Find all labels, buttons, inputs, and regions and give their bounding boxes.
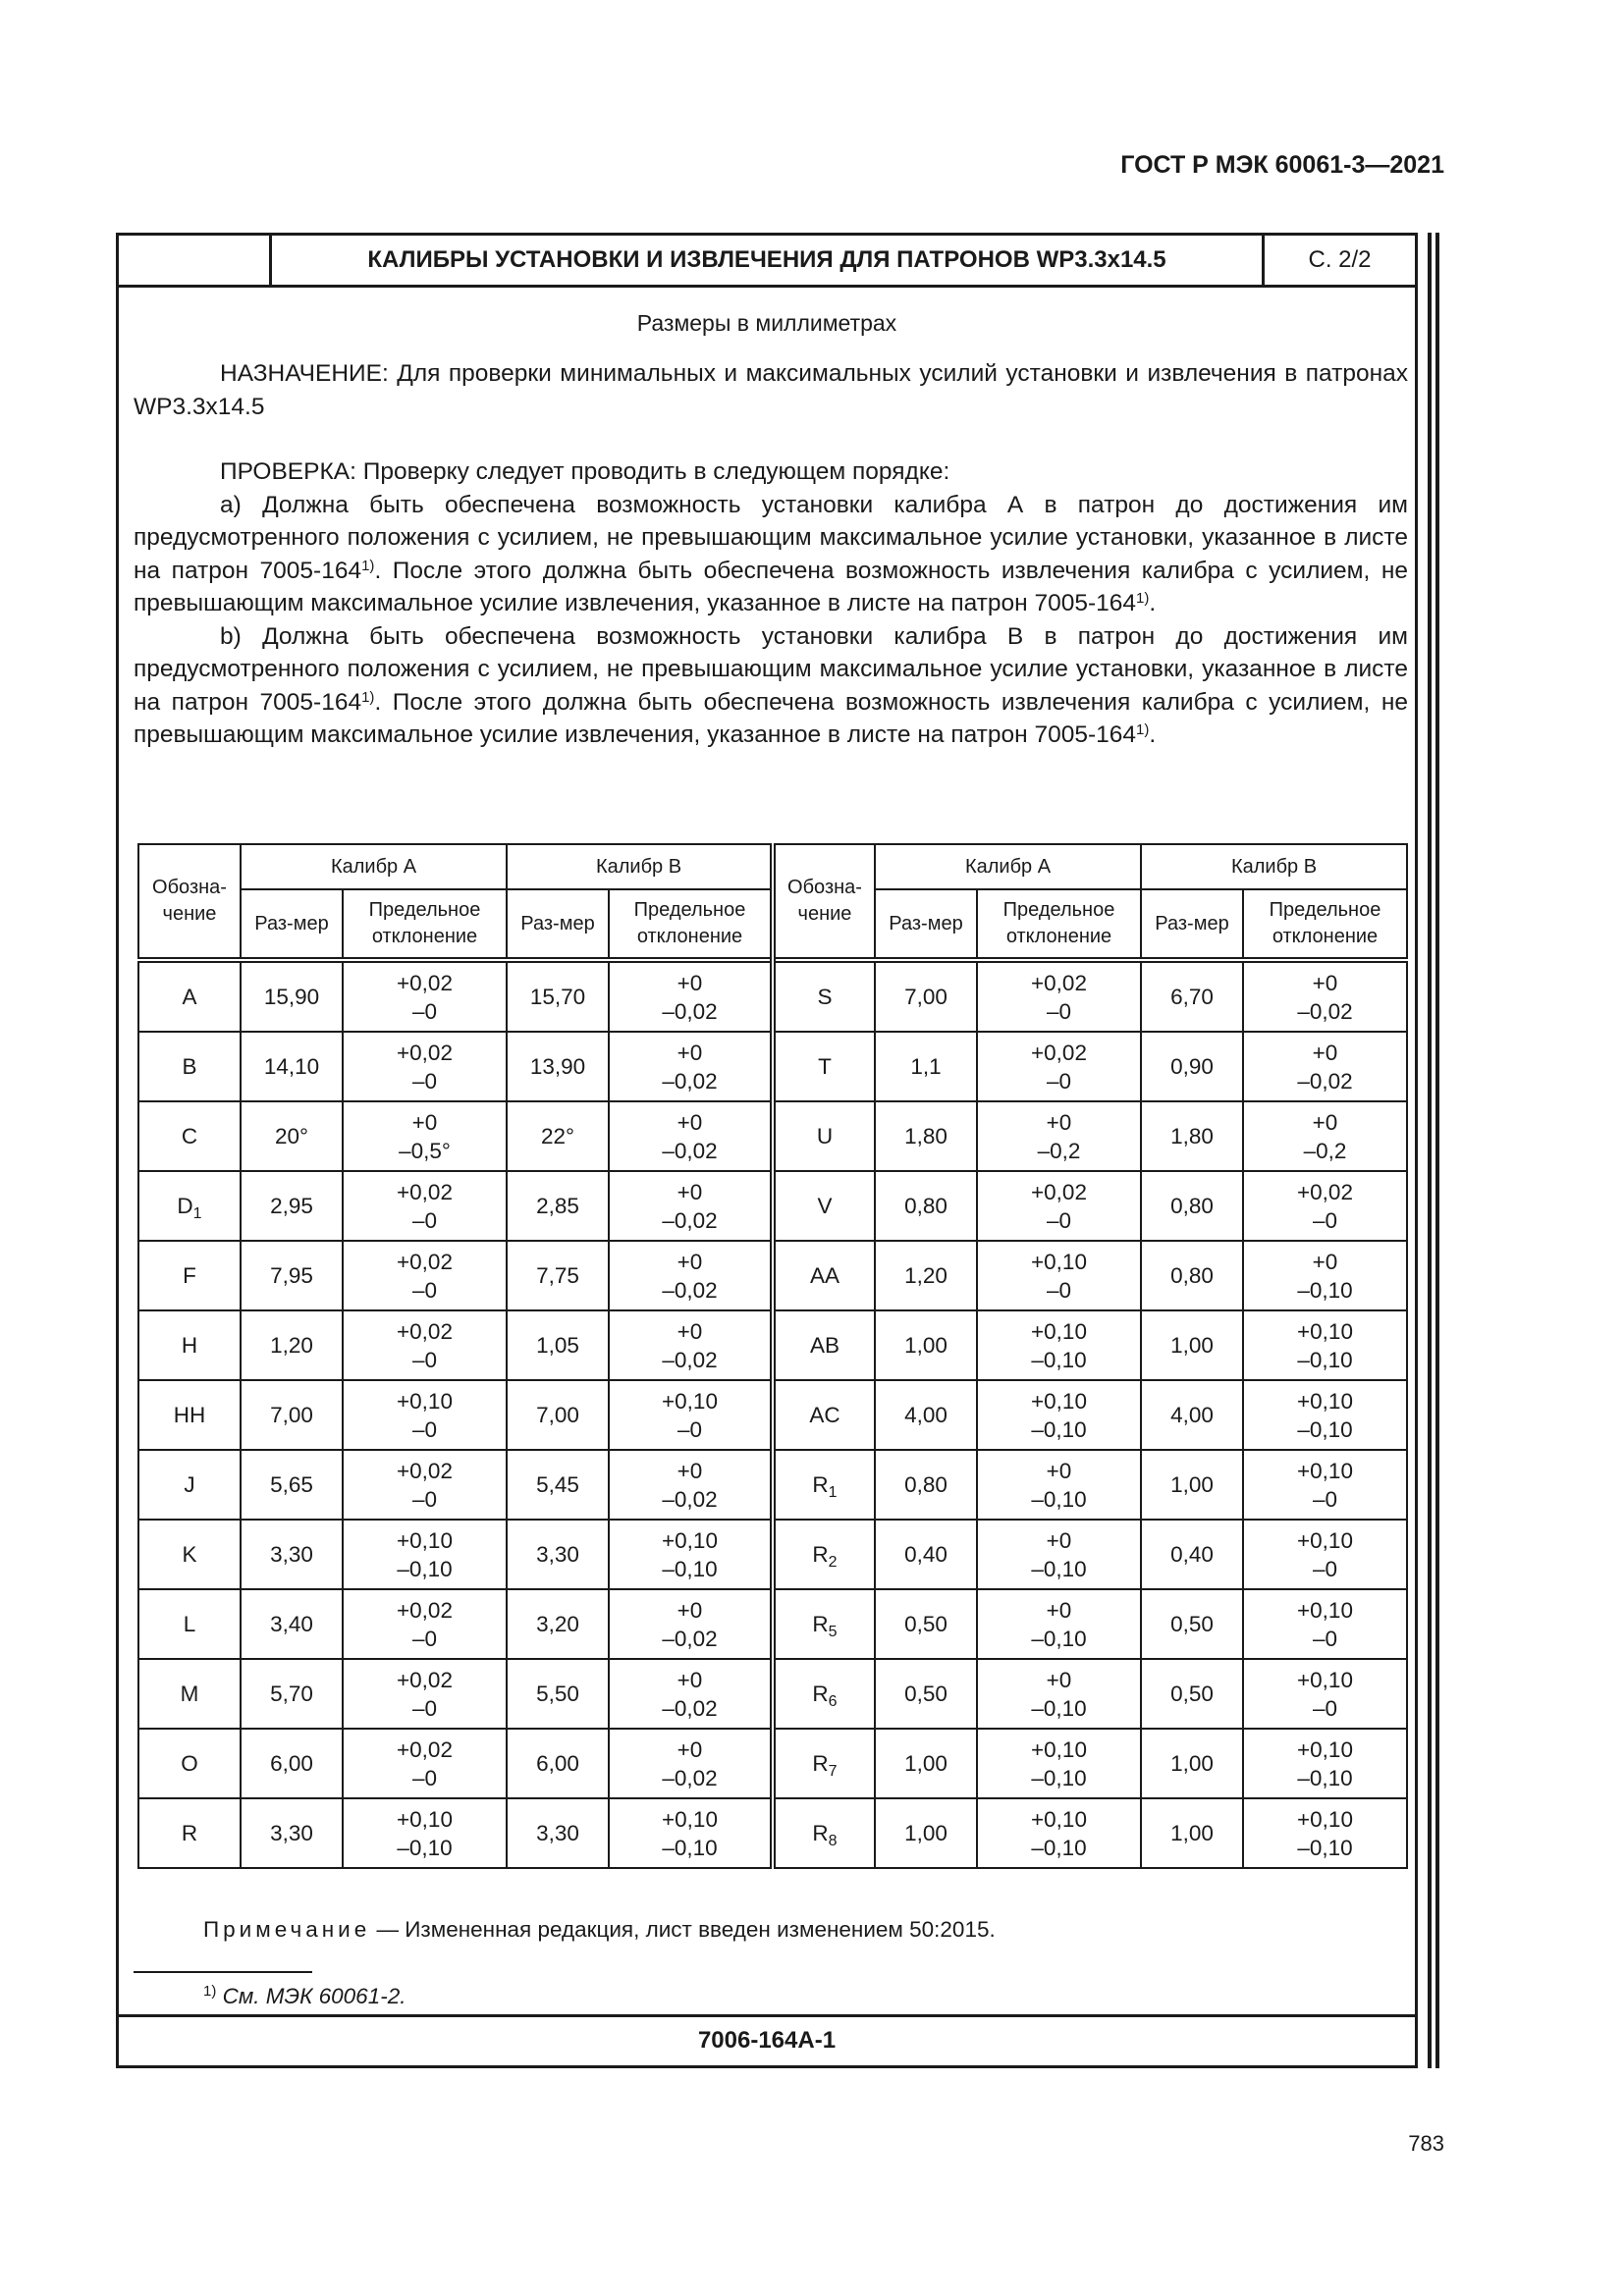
deviation-cell: +0 –0,02 xyxy=(1243,1032,1407,1101)
check-item-b: b) Должна быть обеспечена возможность установки калибра В в патрон до достижения им предусмотренного положения с усилием, не превышающим максимальное усилие установки, указанное в листе на патрон 7005-164$^{1)}$. После этого должна быть обеспечена возможность извлечения калибра с усилием, не превышающим максимальное усилие извлечения, указанное в листе на патрон 7005-164$^{1)}$. xyxy=(134,622,1408,748)
size-cell: 22° xyxy=(507,1101,609,1171)
size-cell: 6,00 xyxy=(507,1729,609,1798)
deviation-cell: +0 –0,02 xyxy=(609,1171,773,1241)
size-cell: 3,30 xyxy=(507,1520,609,1589)
deviation-cell: +0 –0,10 xyxy=(977,1450,1141,1520)
header-deviation: Предельное отклонение xyxy=(977,889,1141,960)
size-cell: 5,70 xyxy=(241,1659,343,1729)
header-size: Раз-мер xyxy=(1141,889,1243,960)
size-cell: 1,00 xyxy=(1141,1450,1243,1520)
deviation-cell: +0,10 –0,10 xyxy=(1243,1798,1407,1868)
table-row xyxy=(138,1659,1407,1729)
designation-cell: K xyxy=(138,1520,241,1589)
designation-cell: O xyxy=(138,1729,241,1798)
size-cell: 1,00 xyxy=(1141,1310,1243,1380)
size-cell: 0,90 xyxy=(1141,1032,1243,1101)
deviation-cell: +0 –0,02 xyxy=(609,1659,773,1729)
header-designation: Обозна-чение xyxy=(773,844,875,960)
deviation-cell: +0,02 –0 xyxy=(343,1659,507,1729)
deviation-cell: +0,10 –0,10 xyxy=(977,1310,1141,1380)
deviation-cell: +0,02 –0 xyxy=(977,1171,1141,1241)
deviation-cell: +0 –0,02 xyxy=(609,1729,773,1798)
designation-cell: AB xyxy=(773,1310,875,1380)
designation-cell: F xyxy=(138,1241,241,1310)
size-cell: 0,80 xyxy=(1141,1171,1243,1241)
deviation-cell: +0,10 –0 xyxy=(1243,1520,1407,1589)
size-cell: 4,00 xyxy=(1141,1380,1243,1450)
designation-cell: M xyxy=(138,1659,241,1729)
designation-cell: L xyxy=(138,1589,241,1659)
deviation-cell: +0,10 –0 xyxy=(1243,1659,1407,1729)
size-cell: 6,00 xyxy=(241,1729,343,1798)
size-cell: 0,50 xyxy=(875,1659,977,1729)
size-cell: 7,75 xyxy=(507,1241,609,1310)
deviation-cell: +0,10 –0,10 xyxy=(1243,1380,1407,1450)
purpose-paragraph: НАЗНАЧЕНИЕ: Для проверки минимальных и максимальных усилий установки и извлечения в патронах WP3.3x14.5 xyxy=(134,360,1408,420)
size-cell: 1,00 xyxy=(875,1310,977,1380)
size-cell: 1,00 xyxy=(875,1798,977,1868)
deviation-cell: +0,10 –0,10 xyxy=(1243,1729,1407,1798)
designation-cell: $R_8$ xyxy=(773,1798,875,1868)
designation-cell: $R_7$ xyxy=(773,1729,875,1798)
deviation-cell: +0,10 –0,10 xyxy=(343,1520,507,1589)
designation-cell: V xyxy=(773,1171,875,1241)
size-cell: 3,30 xyxy=(241,1798,343,1868)
header-gauge-b: Калибр В xyxy=(1141,844,1407,889)
table-row xyxy=(138,1589,1407,1659)
deviation-cell: +0,10 –0,10 xyxy=(609,1798,773,1868)
table-row xyxy=(138,1729,1407,1798)
size-cell: 14,10 xyxy=(241,1032,343,1101)
size-cell: 20° xyxy=(241,1101,343,1171)
deviation-cell: +0,10 –0 xyxy=(977,1241,1141,1310)
frame-side-bar xyxy=(1428,233,1432,2068)
deviation-cell: +0 –0,02 xyxy=(1243,960,1407,1032)
deviation-cell: +0 –0,02 xyxy=(609,960,773,1032)
deviation-cell: +0 –0,10 xyxy=(977,1589,1141,1659)
table-row xyxy=(138,1310,1407,1380)
deviation-cell: +0,10 –0,10 xyxy=(977,1798,1141,1868)
size-cell: 3,30 xyxy=(241,1520,343,1589)
header-gauge-b: Калибр В xyxy=(507,844,773,889)
size-cell: 2,85 xyxy=(507,1171,609,1241)
size-cell: 1,1 xyxy=(875,1032,977,1101)
size-cell: 0,40 xyxy=(1141,1520,1243,1589)
size-cell: 1,80 xyxy=(875,1101,977,1171)
designation-cell: AA xyxy=(773,1241,875,1310)
table-row xyxy=(138,1798,1407,1868)
deviation-cell: +0 –0,02 xyxy=(609,1101,773,1171)
table-row xyxy=(138,1450,1407,1520)
designation-cell: $R_2$ xyxy=(773,1520,875,1589)
table-row xyxy=(138,1032,1407,1101)
size-cell: 1,00 xyxy=(875,1729,977,1798)
deviation-cell: +0,10 –0 xyxy=(1243,1450,1407,1520)
check-item-a: а) Должна быть обеспечена возможность установки калибра А в патрон до достижения им предусмотренного положения с усилием, не превышающим максимальное усилие установки, указанное в листе на патрон 7005-164$^{1)}$. После этого должна быть обеспечена возможность извлечения калибра с усилием, не превышающим максимальное усилие извлечения, указанное в листе на патрон 7005-164$^{1)}$. xyxy=(134,491,1408,616)
deviation-cell: +0,10 –0 xyxy=(343,1380,507,1450)
designation-cell: HH xyxy=(138,1380,241,1450)
header-deviation: Предельное отклонение xyxy=(1243,889,1407,960)
header-deviation: Предельное отклонение xyxy=(343,889,507,960)
designation-cell: $R_6$ xyxy=(773,1659,875,1729)
table-row xyxy=(138,1241,1407,1310)
table-row xyxy=(138,1520,1407,1589)
sheet-title: КАЛИБРЫ УСТАНОВКИ И ИЗВЛЕЧЕНИЯ ДЛЯ ПАТРОНОВ WP3.3x14.5 xyxy=(272,236,1265,285)
designation-cell: $D_1$ xyxy=(138,1171,241,1241)
deviation-cell: +0,02 –0 xyxy=(343,1589,507,1659)
deviation-cell: +0,10 –0,10 xyxy=(343,1798,507,1868)
deviation-cell: +0,02 –0 xyxy=(977,1032,1141,1101)
size-cell: 0,50 xyxy=(1141,1589,1243,1659)
size-cell: 3,40 xyxy=(241,1589,343,1659)
deviation-cell: +0,02 –0 xyxy=(343,960,507,1032)
size-cell: 15,90 xyxy=(241,960,343,1032)
designation-cell: U xyxy=(773,1101,875,1171)
size-cell: 7,00 xyxy=(875,960,977,1032)
deviation-cell: +0 –0,02 xyxy=(609,1241,773,1310)
size-cell: 0,80 xyxy=(875,1450,977,1520)
size-cell: 1,00 xyxy=(1141,1729,1243,1798)
header-gauge-a: Калибр А xyxy=(241,844,507,889)
footnote-rule xyxy=(134,1971,312,1973)
header-size: Раз-мер xyxy=(507,889,609,960)
deviation-cell: +0 –0,02 xyxy=(609,1032,773,1101)
designation-cell: $R_5$ xyxy=(773,1589,875,1659)
size-cell: 5,50 xyxy=(507,1659,609,1729)
deviation-cell: +0 –0,02 xyxy=(609,1310,773,1380)
size-cell: 0,80 xyxy=(1141,1241,1243,1310)
standard-code: ГОСТ Р МЭК 60061-3—2021 xyxy=(1120,151,1444,179)
deviation-cell: +0 –0,10 xyxy=(977,1659,1141,1729)
deviation-cell: +0 –0,02 xyxy=(609,1450,773,1520)
header-empty-cell xyxy=(119,236,272,285)
size-cell: 7,95 xyxy=(241,1241,343,1310)
size-cell: 0,50 xyxy=(1141,1659,1243,1729)
designation-cell: $R_1$ xyxy=(773,1450,875,1520)
size-cell: 0,80 xyxy=(875,1171,977,1241)
footnote: $^{1)}$ См. МЭК 60061-2. xyxy=(203,1983,406,2008)
header-size: Раз-мер xyxy=(241,889,343,960)
table-row xyxy=(138,1380,1407,1450)
deviation-cell: +0,02 –0 xyxy=(343,1032,507,1101)
size-cell: 1,20 xyxy=(875,1241,977,1310)
size-cell: 5,65 xyxy=(241,1450,343,1520)
gauge-dimensions-table xyxy=(137,843,1408,1869)
sheet-header xyxy=(119,236,1415,288)
size-cell: 15,70 xyxy=(507,960,609,1032)
header-size: Раз-мер xyxy=(875,889,977,960)
deviation-cell: +0 –0,10 xyxy=(1243,1241,1407,1310)
note-text: — Измененная редакция, лист введен изменением 50:2015. xyxy=(370,1917,996,1942)
header-gauge-a: Калибр А xyxy=(875,844,1141,889)
deviation-cell: +0,02 –0 xyxy=(343,1729,507,1798)
table-row xyxy=(138,1171,1407,1241)
size-cell: 1,20 xyxy=(241,1310,343,1380)
deviation-cell: +0,02 –0 xyxy=(977,960,1141,1032)
designation-cell: C xyxy=(138,1101,241,1171)
table-row xyxy=(138,1101,1407,1171)
designation-cell: AC xyxy=(773,1380,875,1450)
size-cell: 7,00 xyxy=(241,1380,343,1450)
size-cell: 5,45 xyxy=(507,1450,609,1520)
check-intro: ПРОВЕРКА: Проверку следует проводить в следующем порядке: xyxy=(220,458,950,485)
size-cell: 13,90 xyxy=(507,1032,609,1101)
deviation-cell: +0 –0,5° xyxy=(343,1101,507,1171)
designation-cell: J xyxy=(138,1450,241,1520)
deviation-cell: +0,10 –0 xyxy=(1243,1589,1407,1659)
designation-cell: B xyxy=(138,1032,241,1101)
deviation-cell: +0,10 –0,10 xyxy=(609,1520,773,1589)
table-body xyxy=(138,960,1407,1868)
sheet-page-indicator: С. 2/2 xyxy=(1308,246,1372,273)
size-cell: 3,20 xyxy=(507,1589,609,1659)
deviation-cell: +0,02 –0 xyxy=(343,1241,507,1310)
size-cell: 1,00 xyxy=(1141,1798,1243,1868)
deviation-cell: +0 –0,2 xyxy=(977,1101,1141,1171)
deviation-cell: +0,02 –0 xyxy=(1243,1171,1407,1241)
deviation-cell: +0 –0,10 xyxy=(977,1520,1141,1589)
designation-cell: T xyxy=(773,1032,875,1101)
size-cell: 1,80 xyxy=(1141,1101,1243,1171)
page-number: 783 xyxy=(1408,2131,1444,2156)
deviation-cell: +0 –0,2 xyxy=(1243,1101,1407,1171)
designation-cell: R xyxy=(138,1798,241,1868)
size-cell: 0,40 xyxy=(875,1520,977,1589)
size-cell: 3,30 xyxy=(507,1798,609,1868)
size-cell: 4,00 xyxy=(875,1380,977,1450)
note xyxy=(203,1917,996,1943)
size-cell: 0,50 xyxy=(875,1589,977,1659)
deviation-cell: +0,10 –0,10 xyxy=(1243,1310,1407,1380)
sheet-footer-code: 7006-164А-1 xyxy=(119,2014,1415,2065)
header-designation: Обозна-чение xyxy=(138,844,241,960)
note-label: Примечание xyxy=(203,1917,371,1942)
deviation-cell: +0,02 –0 xyxy=(343,1310,507,1380)
deviation-cell: +0,10 –0 xyxy=(609,1380,773,1450)
deviation-cell: +0 –0,02 xyxy=(609,1589,773,1659)
designation-cell: A xyxy=(138,960,241,1032)
designation-cell: S xyxy=(773,960,875,1032)
sheet-frame xyxy=(116,233,1418,2068)
deviation-cell: +0,10 –0,10 xyxy=(977,1380,1141,1450)
deviation-cell: +0,10 –0,10 xyxy=(977,1729,1141,1798)
designation-cell: H xyxy=(138,1310,241,1380)
size-cell: 1,05 xyxy=(507,1310,609,1380)
deviation-cell: +0,02 –0 xyxy=(343,1450,507,1520)
size-cell: 7,00 xyxy=(507,1380,609,1450)
body-text xyxy=(134,357,1408,752)
size-cell: 6,70 xyxy=(1141,960,1243,1032)
frame-side-bar xyxy=(1435,233,1439,2068)
size-cell: 2,95 xyxy=(241,1171,343,1241)
dimensions-note: Размеры в миллиметрах xyxy=(636,310,897,336)
table-row xyxy=(138,960,1407,1032)
deviation-cell: +0,02 –0 xyxy=(343,1171,507,1241)
header-deviation: Предельное отклонение xyxy=(609,889,773,960)
